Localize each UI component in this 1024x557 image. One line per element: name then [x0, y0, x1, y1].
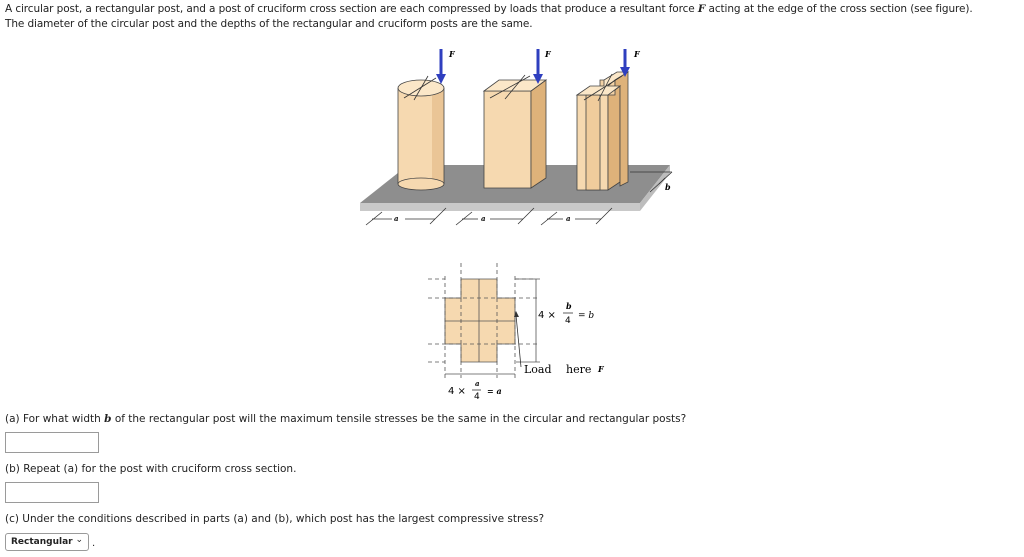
- circular-post: [398, 76, 444, 190]
- right-dim-equals: = b: [578, 311, 595, 321]
- cruciform-post: [577, 72, 628, 190]
- force-label-3: F: [634, 49, 640, 59]
- bottom-dim-numerator: a: [475, 379, 480, 388]
- dim-a-label-3: a: [566, 214, 571, 223]
- force-label-2: F: [545, 49, 551, 59]
- force-symbol: F: [697, 3, 706, 15]
- force-arrow-rectangular: [533, 49, 543, 84]
- dim-a-label-1: a: [394, 214, 399, 223]
- rectangular-post: [484, 75, 546, 188]
- force-arrow-circular: [436, 49, 446, 84]
- right-dim-denominator: 4: [565, 316, 571, 326]
- bottom-dim-equals: = a: [487, 386, 502, 396]
- answer-a-input[interactable]: [5, 432, 99, 453]
- right-dim-numerator: b: [566, 301, 572, 311]
- bottom-dim-prefix: 4 ×: [448, 386, 466, 397]
- dim-b-label: b: [665, 182, 671, 192]
- force-label-1: F: [449, 49, 455, 59]
- cruciform-cross-section: [428, 263, 540, 378]
- answer-c-selected-value: Rectangular: [11, 537, 73, 547]
- right-dim-prefix: 4 ×: [538, 310, 556, 321]
- width-symbol: b: [104, 413, 112, 425]
- bottom-dim-denominator: 4: [474, 392, 480, 402]
- load-word: Load: [524, 363, 552, 376]
- answer-c-select[interactable]: [5, 533, 89, 551]
- dim-a-label-2: a: [481, 214, 486, 223]
- question-c: (c) Under the conditions described in parts (a) and (b), which post has the largest compressive stress?: [5, 513, 545, 525]
- trailing-period: .: [92, 538, 96, 549]
- question-b: (b) Repeat (a) for the post with cruciform cross section.: [5, 463, 297, 475]
- base-plate-front: [360, 203, 640, 211]
- question-a: (a) For what width b of the rectangular post will the maximum tensile stresses be the same in the circular and rectangular posts?: [5, 413, 687, 425]
- problem-line-1: A circular post, a rectangular post, and a post of cruciform cross section are each compressed by loads that produce a resultant force F acting at the edge of the cross section (see figure).: [5, 3, 973, 15]
- here-word: here: [566, 363, 592, 376]
- problem-line-2: The diameter of the circular post and the depths of the rectangular and cruciform posts are the same.: [5, 18, 533, 30]
- chevron-down-icon: ⌄: [75, 535, 83, 545]
- load-force-symbol: F: [598, 364, 604, 374]
- answer-b-input[interactable]: [5, 482, 99, 503]
